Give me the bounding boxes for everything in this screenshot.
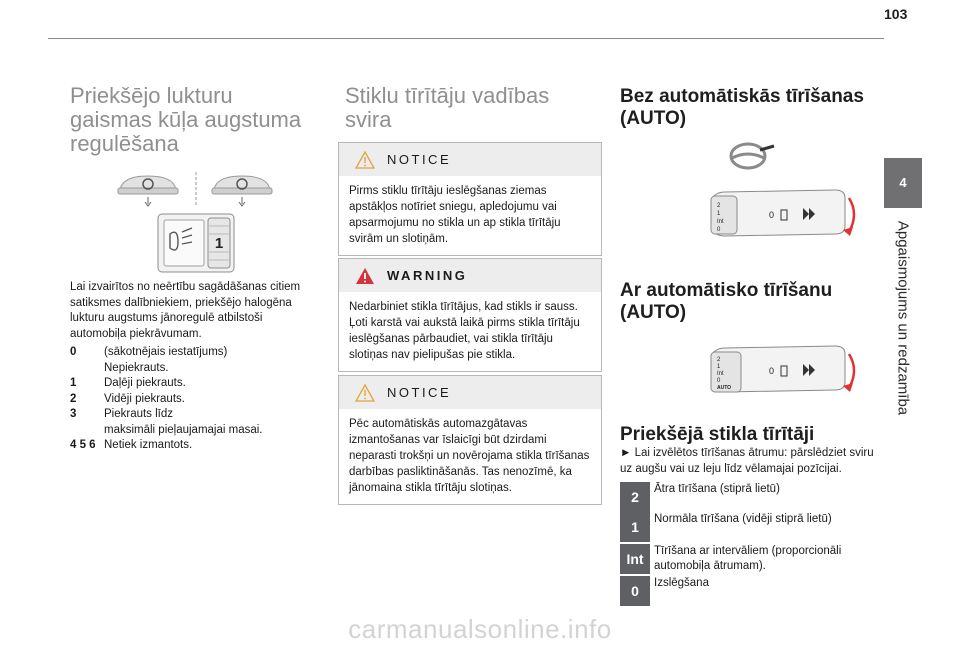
wiper-lever-title: Stiklu tīrītāju vadības svira [345,83,550,132]
steering-wheel-icon [728,140,776,170]
notice-title: NOTICE [387,152,452,167]
headlamp-position-list [70,345,310,454]
page-number: 103 [884,6,908,22]
wiper-instruction-text: ► Lai izvēlētos tīrīšanas ātrumu: pārslēdziet sviru uz augšu vai uz leju līdz vēlamajai pozīcijai. [620,447,874,475]
chapter-tab-label: Apgaismojums un redzamība [894,220,912,416]
notice-box [338,142,602,256]
speed-description: Normāla tīrīšana (vidēji stiprā lietū) [654,513,832,525]
notice-text: Pirms stiklu tīrītāju ieslēgšanas ziemas apstākļos notīriet sniegu, apledojumu vai apsarmojumu no stikla un ap stikla tīrītāju svirām un slotiņām. [349,185,561,245]
list-item: 3 Piekrauts līdz maksimāli pieļaujamajai masai. [70,408,263,436]
wiper-lever-manual [703,180,863,252]
svg-text:1: 1 [717,364,721,370]
wiper-lever-auto [703,336,863,408]
svg-text:2: 2 [717,357,721,363]
chapter-tab-number[interactable]: 4 [884,158,922,208]
list-item: 0 (sākotnējais iestatījums) Nepiekrauts. [70,346,228,374]
headlamp-intro-text: Lai izvairītos no neērtību sagādāšanas citiem satiksmes dalībniekiem, priekšējo halogēna lukturu augstums jānoregulē atbilstoši automobiļa piekrāvumam. [70,281,301,340]
speed-description: Izslēgšana [654,577,709,589]
headlamp-leveling-dial [158,214,234,272]
svg-text:1: 1 [717,211,721,217]
speed-badge-0: 0 [620,576,650,606]
svg-text:0: 0 [769,366,775,376]
warning-icon [355,267,375,285]
notice-text: Pēc automātiskās automazgātavas izmantošanas var īslaicīgi būt dzirdami neparasti trokšņi un novērojama stikla tīrīšanas darbības pasliktināšanās. Tas nenozīmē, ka jānomaina stikla tīrītāju slotiņas. [349,418,590,494]
svg-text:2: 2 [717,203,721,209]
speed-description: Tīrīšana ar intervāliem (proporcionāli automobiļa ātrumam). [654,545,842,572]
speed-description: Ātra tīrīšana (stiprā lietū) [654,483,780,495]
headlamp-adjustment-title: Priekšējo lukturu gaismas kūļa augstuma regulēšana [70,83,302,156]
list-item: 1 Daļēji piekrauts. [70,377,186,389]
notice-title: NOTICE [387,385,452,400]
with-auto-title: Ar automātisko tīrīšanu (AUTO) [620,280,833,323]
speed-badge-int: Int [620,544,650,574]
warning-title: WARNING [387,268,468,283]
without-auto-title: Bez automātiskās tīrīšanas (AUTO) [620,86,864,129]
list-item: 4 5 6 Netiek izmantots. [70,439,193,451]
svg-text:Int: Int [717,219,724,225]
warning-box [338,258,602,372]
svg-text:0: 0 [717,227,721,233]
watermark: carmanualsonline.info [348,614,612,644]
notice-icon [355,384,375,402]
speed-badge-1: 1 [620,512,650,542]
front-wipers-title: Priekšējā stikla tīrītāji [620,424,815,445]
speed-badge-2: 2 [620,482,650,512]
notice-icon [355,151,375,169]
car-front-icon [118,176,178,206]
svg-text:0: 0 [769,210,775,220]
svg-text:0: 0 [717,378,721,384]
dial-value: 1 [214,235,224,252]
svg-text:AUTO: AUTO [717,385,732,391]
list-item: 2 Vidēji piekrauts. [70,392,185,405]
headlamp-beam-illustration [112,168,282,278]
header-divider [48,38,884,39]
notice-box [338,375,602,505]
car-front-icon [212,176,272,206]
warning-text: Nedarbiniet stikla tīrītājus, kad stikls ir sauss. Ļoti karstā vai aukstā laikā pirms stikla tīrītāju ieslēgšanas pārbaudiet, vai stikla tīrītāju slotiņas nav pielipušas pie stikla. [349,301,580,361]
svg-text:Int: Int [717,371,724,377]
